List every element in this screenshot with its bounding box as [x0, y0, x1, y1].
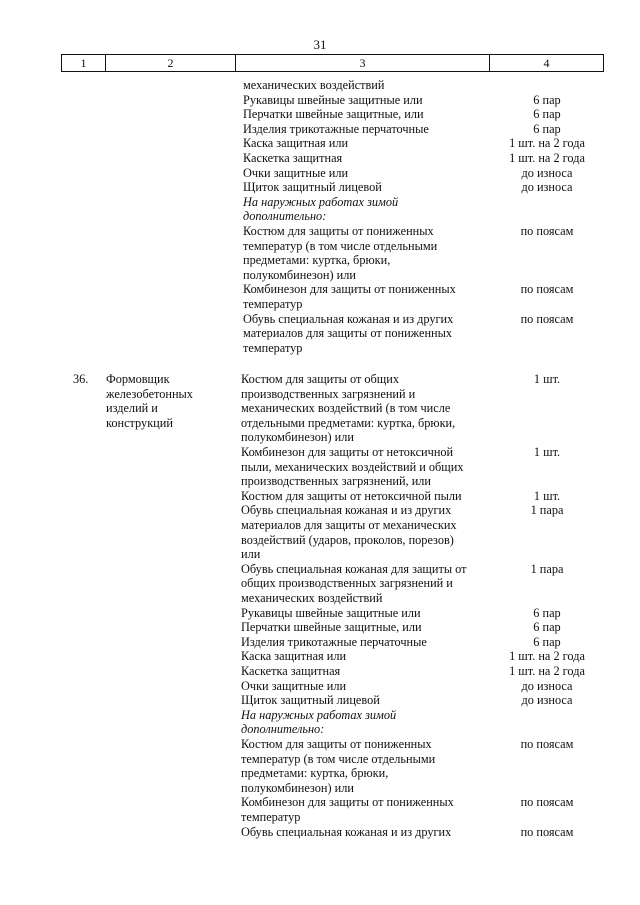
- item-text: материалов для защиты от механических: [241, 518, 457, 532]
- item-text: механических воздействий: [243, 78, 385, 92]
- item-text: Каска защитная или: [241, 649, 347, 664]
- item-quantity: 6 пар: [533, 620, 561, 635]
- item-quantity: 6 пар: [533, 92, 561, 107]
- item-text: Обувь специальная кожаная для защиты от: [241, 561, 467, 576]
- position-title-line: железобетонных: [106, 386, 193, 401]
- item-quantity: по поясам: [520, 824, 574, 839]
- section-note: дополнительно:: [243, 209, 327, 224]
- item-text: температур: [243, 340, 303, 355]
- item-quantity: 1 шт. на 2 года: [509, 151, 585, 165]
- item-quantity: 1 шт.: [533, 488, 561, 503]
- item-quantity: по поясам: [520, 224, 574, 238]
- section-note: На наружных работах зимой: [243, 194, 399, 209]
- item-text: Рукавицы швейные защитные или: [241, 605, 421, 620]
- item-text: механических воздействий (в том числе: [241, 401, 451, 416]
- item-text: предметами: куртка, брюки,: [243, 253, 391, 268]
- item-quantity: по поясам: [520, 311, 574, 326]
- item-quantity: 1 пара: [530, 561, 564, 576]
- item-quantity: 1 шт. на 2 года: [509, 664, 585, 678]
- position-title-line: Формовщик: [106, 372, 170, 386]
- item-text: полукомбинезон) или: [243, 267, 356, 282]
- item-text: Перчатки швейные защитные, или: [241, 620, 422, 635]
- item-text: Щиток защитный лицевой: [243, 180, 382, 195]
- item-quantity: по поясам: [520, 737, 574, 751]
- item-quantity: 1 шт. на 2 года: [509, 136, 585, 151]
- item-text: предметами: куртка, брюки,: [241, 766, 389, 781]
- item-text: Каскетка защитная: [241, 664, 341, 678]
- item-text: пыли, механических воздействий и общих: [241, 459, 464, 474]
- item-quantity: 1 шт. на 2 года: [509, 649, 585, 664]
- column-header-2: 2: [106, 55, 236, 71]
- item-text: Очки защитные или: [241, 678, 347, 693]
- item-text: полукомбинезон) или: [241, 430, 354, 445]
- item-quantity: 1 шт.: [533, 445, 561, 459]
- item-text: или: [241, 547, 261, 562]
- item-text: Каска защитная или: [243, 136, 349, 151]
- item-quantity: до износа: [521, 180, 573, 195]
- item-quantity: по поясам: [520, 795, 574, 810]
- item-text: Очки защитные или: [243, 165, 349, 180]
- column-header-4: 4: [543, 56, 550, 70]
- item-text: Костюм для защиты от нетоксичной пыли: [241, 488, 462, 503]
- item-text: Костюм для защиты от общих: [241, 372, 399, 386]
- item-text: Изделия трикотажные перчаточные: [241, 634, 427, 649]
- item-text: температур (в том числе отдельными: [241, 751, 436, 766]
- item-text: температур (в том числе отдельными: [243, 238, 438, 253]
- item-text: механических воздействий: [241, 591, 383, 605]
- item-quantity: 6 пар: [533, 121, 561, 136]
- item-text: воздействий (ударов, проколов, порезов): [241, 532, 454, 547]
- item-quantity: 6 пар: [533, 107, 561, 122]
- page-number: 31: [313, 37, 327, 52]
- item-text: Изделия трикотажные перчаточные: [243, 121, 429, 136]
- item-text: Каскетка защитная: [243, 151, 343, 165]
- position-title-line: конструкций: [106, 415, 173, 430]
- position-title-line: изделий и: [106, 401, 158, 416]
- section-note: дополнительно:: [241, 722, 325, 737]
- column-header-1: 1: [62, 55, 106, 71]
- item-text: Перчатки швейные защитные, или: [243, 107, 424, 122]
- item-text: Обувь специальная кожаная и из других: [241, 503, 452, 518]
- item-quantity: 1 шт.: [533, 372, 561, 386]
- item-text: Костюм для защиты от пониженных: [241, 737, 432, 751]
- item-text: Комбинезон для защиты от пониженных: [241, 795, 454, 810]
- item-text: общих производственных загрязнений и: [241, 576, 453, 591]
- item-text: полукомбинезон) или: [241, 780, 354, 795]
- item-text: Костюм для защиты от пониженных: [243, 224, 434, 238]
- item-text: Обувь специальная кожаная и из других: [241, 824, 452, 839]
- item-quantity: до износа: [521, 678, 573, 693]
- item-text: температур: [241, 810, 301, 824]
- item-text: Комбинезон для защиты от пониженных: [243, 282, 456, 297]
- item-quantity: до износа: [521, 693, 573, 708]
- item-text: производственных загрязнений и: [241, 386, 416, 401]
- item-quantity: 1 пара: [530, 503, 564, 518]
- item-text: отдельными предметами: куртка, брюки,: [241, 415, 456, 430]
- item-text: материалов для защиты от пониженных: [243, 326, 453, 341]
- item-text: Обувь специальная кожаная и из других: [243, 311, 454, 326]
- item-quantity: 6 пар: [533, 634, 561, 649]
- item-text: температур: [243, 297, 303, 311]
- column-header-row: [61, 54, 604, 72]
- item-quantity: до износа: [521, 165, 573, 180]
- entry-number: 36.: [73, 372, 89, 386]
- column-header-3: 3: [236, 55, 490, 71]
- section-note: На наружных работах зимой: [241, 707, 397, 722]
- item-text: производственных загрязнений, или: [241, 474, 432, 489]
- item-text: Рукавицы швейные защитные или: [243, 92, 423, 107]
- item-text: Щиток защитный лицевой: [241, 693, 380, 708]
- item-quantity: по поясам: [520, 282, 574, 297]
- item-quantity: 6 пар: [533, 605, 561, 620]
- item-text: Комбинезон для защиты от нетоксичной: [241, 445, 454, 459]
